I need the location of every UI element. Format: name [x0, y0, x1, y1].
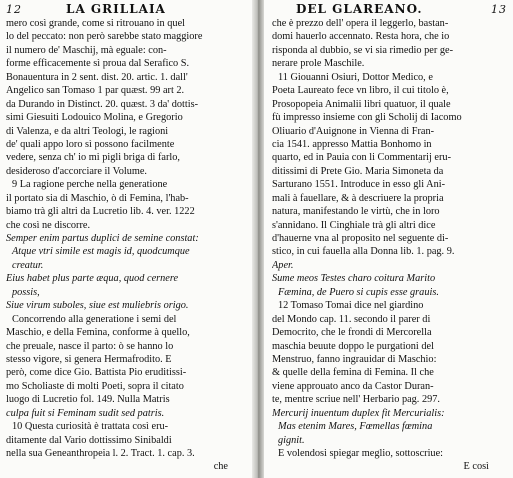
text-line: fù impresso insieme con gli Scholij di Iacomo — [272, 112, 462, 124]
text-line: Oliuario d'Auignone in Vienna di Fran- — [272, 125, 435, 137]
text-line: Mercurij inuentum duplex fit Mercurialis: — [272, 407, 445, 419]
text-line: 9 La ragione perche nella generatione — [12, 179, 168, 191]
text-line: Poeta Laureato fece vn libro, il cui titolo è, — [272, 85, 449, 97]
text-line: risponda al dubbio, se vi sia rimedio per ge- — [272, 44, 454, 56]
text-line: culpa fuit si Feminam sudit sed patris. — [6, 407, 165, 419]
text-line: vedere, senza ch' io mi pigli briga di farlo, — [6, 152, 180, 164]
text-line: il numero de' Maschij, mà eguale: con- — [6, 44, 167, 56]
text-line: Bonauentura in 2 sent. dist. 20. artic. 1. dall' — [6, 71, 188, 83]
text-line: il portato sia di Maschio, ò di Femina, l'hab- — [6, 192, 189, 204]
text-line: Eius habet plus parte æqua, quod cernere — [6, 273, 179, 285]
text-line: nella sua Geneanthropeia l. 2. Tract. 1. cap. 3. — [6, 448, 195, 459]
text-line: gignit. — [278, 434, 305, 446]
text-line: Menstruo, fanno ingrauidar di Maschio: — [272, 353, 437, 365]
right-page-text — [272, 17, 507, 460]
text-line: da Durando in Distinct. 20. quæst. 3 da' dottis- — [6, 98, 199, 110]
text-line: simi Giesuiti Lodouico Molina, e Gregorio — [6, 112, 183, 124]
text-line: Semper enim partus duplici de semine constat: — [6, 233, 199, 244]
text-line: creatur. — [12, 259, 44, 271]
text-line: domi hauerlo accennato. Resta hora, che io — [272, 31, 450, 43]
text-line: desideroso d'accorciare il Volume. — [6, 165, 148, 177]
text-line: Concorrendo alla generatione i semi del — [12, 313, 177, 325]
text-line: E volendosi spiegar meglio, sottoscriue: — [278, 448, 444, 459]
text-line: cia 1541. appresso Mattia Bonhomo in — [272, 138, 432, 150]
text-line: che preuale, nasce il parto: ò se hanno lo — [6, 340, 174, 352]
text-line: Maschio, e della Femina, conforme à quello, — [6, 327, 190, 339]
text-line: Siue virum suboles, siue est muliebris origo. — [6, 300, 189, 312]
right-page-number: 13 — [491, 3, 507, 16]
text-line: possis, — [12, 286, 40, 298]
text-line: stesso vigore, si genera Hermafrodito. E — [6, 353, 172, 365]
left-page-number: 12 — [6, 3, 22, 16]
text-line: 12 Tomaso Tomai dice nel giardino — [278, 300, 424, 312]
text-line: del Mondo cap. 11. secondo il parer di — [272, 313, 431, 325]
text-line: s'annidano. Il Cinghiale trà gli altri dice — [272, 219, 436, 231]
text-line: Atque vtri simile est magis id, quodcumque — [12, 246, 190, 258]
text-line: Democrito, che le frondi di Mercorella — [272, 327, 432, 339]
text-line: Prosopopeia Animalii libri quatuor, il quale — [272, 98, 451, 110]
text-line: Sume meos Testes charo coitura Marito — [272, 273, 436, 285]
text-line: 11 Giouanni Osiuri, Dottor Medico, e — [278, 71, 433, 83]
text-line: stico, in cui fauella alla Donna lib. 1. pag. 9. — [272, 246, 455, 258]
text-line: d'hauerne vna al proposito nel seguente di- — [272, 233, 449, 244]
text-line: viene approuato anco da Castor Duran- — [272, 380, 434, 392]
left-page-header — [6, 2, 246, 17]
right-page — [264, 0, 513, 478]
text-line: Aper. — [272, 259, 294, 271]
text-line: che così ne discorre. — [6, 219, 91, 231]
text-line: Fæmina, de Puero si cupis esse grauis. — [278, 286, 439, 298]
right-page-header — [272, 2, 507, 17]
left-catchword: che — [213, 461, 228, 473]
text-line: mo Scholiaste di molti Poeti, sopra il citato — [6, 380, 184, 392]
text-line: luogo di Lucretio fol. 149. Nulla Matris — [6, 394, 170, 406]
left-page-text — [6, 17, 246, 460]
left-page — [0, 0, 252, 478]
text-line: forme efficacemente sì proua dal Serafico S. — [6, 58, 190, 70]
text-line: Angelico san Tomaso 1 par quæst. 99 art 2. — [6, 85, 185, 97]
text-line: Sarturano 1551. Introduce in esso gli Ani- — [272, 179, 446, 191]
book-gutter — [252, 0, 264, 478]
text-line: quarto, ed in Pauia con li Commentarij eru- — [272, 152, 452, 164]
text-line: te, mentre scriue nell' Herbario pag. 297. — [272, 394, 440, 406]
text-line: di Valenza, e da altri Teologi, le ragioni — [6, 125, 169, 137]
text-line: ditissimi di Prete Gio. Maria Simoneta da — [272, 165, 444, 177]
text-line: mero così grande, come si ritrouano in quel — [6, 18, 185, 29]
right-catchword: E così — [463, 461, 489, 473]
text-line: Mas etenim Mares, Fœmellas fœmina — [278, 421, 433, 433]
left-running-head: LA GRILLAIA — [66, 2, 166, 16]
right-running-head: DEL GLAREANO. — [296, 2, 423, 16]
text-line: però, come dice Gio. Battista Pio eruditissi- — [6, 367, 187, 379]
text-line: natura, manifestando le virtù, che in loro — [272, 206, 440, 218]
text-line: & quelle della femina di Femina. Il che — [272, 367, 434, 379]
text-line: biamo trà gli altri da Lucretio lib. 4. ver. 1222 — [6, 206, 195, 218]
text-line: maschia beuute doppo le purgationi del — [272, 340, 434, 352]
text-line: lo del peccato: non però sarebbe stato maggiore — [6, 31, 203, 43]
text-line: che è prezzo dell' opera il leggerlo, bastan- — [272, 18, 449, 29]
text-line: nerare prole Maschile. — [272, 58, 365, 70]
text-line: ditamente dal Vario dottissimo Sinibaldi — [6, 434, 172, 446]
text-line: 10 Questa curiosità è trattata così eru- — [12, 421, 169, 433]
text-line: mali à fauellare, & à descriuere la propria — [272, 192, 444, 204]
text-line: de' quali appo loro sì possono facilmente — [6, 138, 175, 150]
